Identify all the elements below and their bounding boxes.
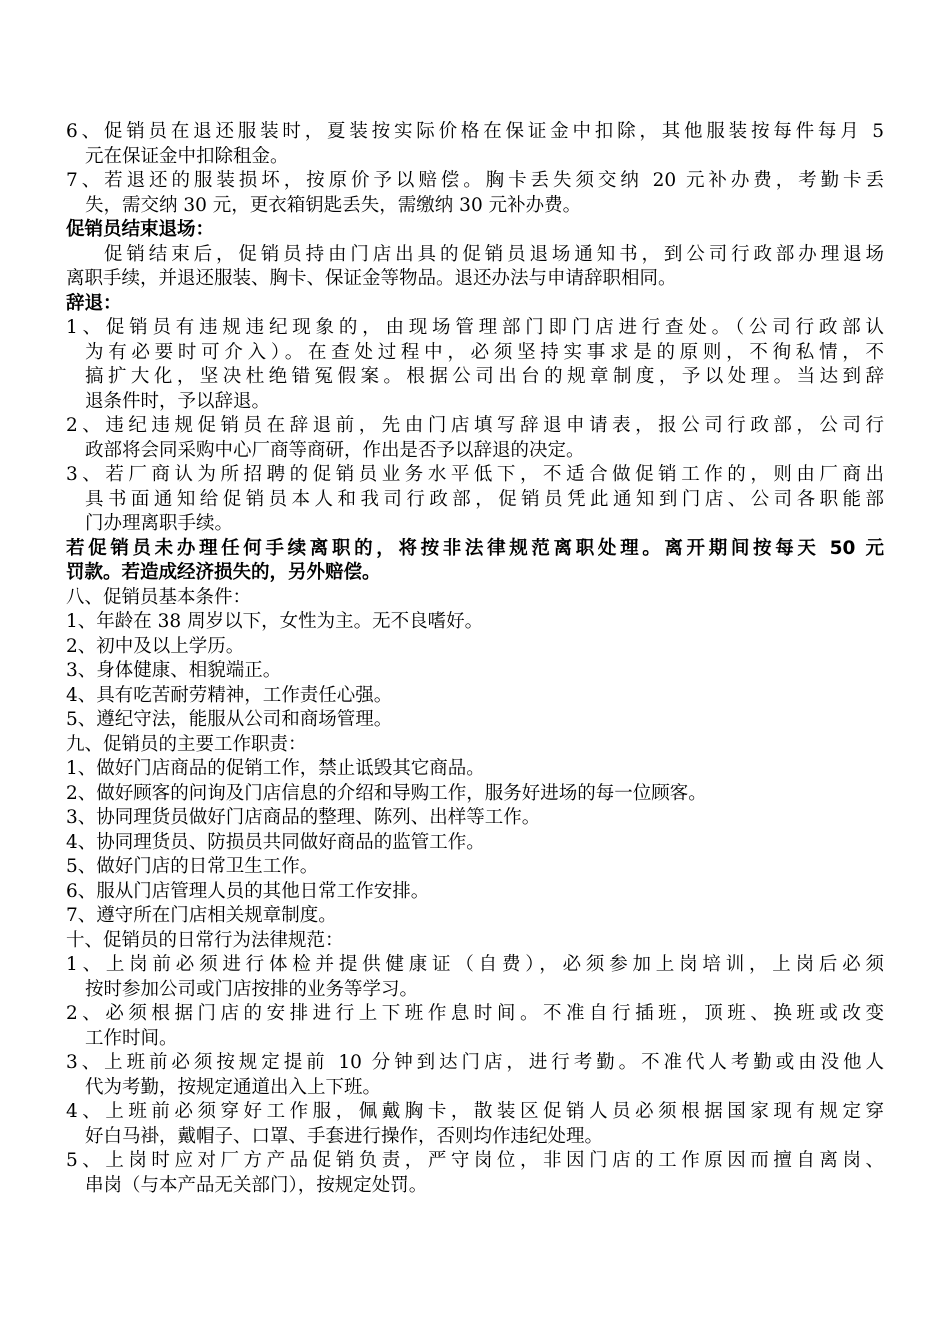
section-heading: 罚款。若造成经济损失的，另外赔偿。 [66, 562, 381, 583]
text-line: 促销结束后，促销员持由门店出具的促销员退场通知书，到公司行政部办理退场 [104, 243, 884, 265]
text-line: 好白马褂，戴帽子、口罩、手套进行操作，否则均作违纪处理。 [85, 1125, 604, 1147]
text-line: 6、促销员在退还服装时，夏装按实际价格在保证金中扣除，其他服装按每件每月 5 [66, 121, 884, 142]
text-line: 1、年龄在 38 周岁以下，女性为主。无不良嗜好。 [66, 611, 484, 632]
text-line: 5、遵纪守法，能服从公司和商场管理。 [66, 709, 393, 730]
text-line: 3、协同理货员做好门店商品的整理、陈列、出样等工作。 [66, 807, 541, 828]
text-line: 串岗（与本产品无关部门），按规定处罚。 [85, 1174, 428, 1196]
text-line: 搞扩大化，坚决杜绝错冤假案。根据公司出台的规章制度，予以处理。当达到辞 [85, 366, 884, 387]
text-line: 3、上班前必须按规定提前 10 分钟到达门店，进行考勤。不准代人考勤或由没他人 [66, 1052, 884, 1073]
text-line: 元在保证金中扣除租金。 [85, 145, 289, 167]
text-line: 为有必要时可介入）。在查处过程中，必须坚持实事求是的原则，不徇私情，不 [85, 341, 884, 363]
text-line: 十、促销员的日常行为法律规范： [66, 929, 344, 951]
text-line: 3、身体健康、相貌端正。 [66, 660, 282, 681]
section-heading: 促销员结束退场： [66, 219, 215, 240]
text-line: 离职手续，并退还服装、胸卡、保证金等物品。退还办法与申请辞职相同。 [66, 268, 677, 289]
text-line: 2、初中及以上学历。 [66, 635, 245, 657]
text-line: 6、服从门店管理人员的其他日常工作安排。 [66, 880, 430, 902]
text-line: 2、必须根据门店的安排进行上下班作息时间。不准自行插班，顶班、换班或改变 [66, 1003, 884, 1024]
section-heading: 若促销员未办理任何手续离职的，将按非法律规范离职处理。离开期间按每天 50 元 [66, 537, 884, 559]
text-line: 门办理离职手续。 [85, 513, 234, 534]
text-line: 政部将会同采购中心厂商等商研，作出是否予以辞退的决定。 [85, 439, 585, 461]
text-line: 按时参加公司或门店按排的业务等学习。 [85, 978, 419, 1000]
text-line: 八、促销员基本条件： [66, 586, 252, 608]
text-line: 九、促销员的主要工作职责： [66, 733, 307, 755]
text-line: 退条件时，予以辞退。 [85, 390, 271, 412]
text-line: 代为考勤，按规定通道出入上下班。 [85, 1076, 382, 1098]
text-line: 7、遵守所在门店相关规章制度。 [66, 905, 337, 926]
text-line: 5、做好门店的日常卫生工作。 [66, 856, 319, 877]
text-line: 2、做好顾客的问询及门店信息的介绍和导购工作，服务好进场的每一位顾客。 [66, 782, 707, 804]
text-line: 2、违纪违规促销员在辞退前，先由门店填写辞退申请表，报公司行政部，公司行 [66, 415, 884, 436]
text-line: 1、促销员有违规违纪现象的，由现场管理部门即门店进行查处。（公司行政部认 [66, 317, 884, 338]
text-line: 3、若厂商认为所招聘的促销员业务水平低下，不适合做促销工作的，则由厂商出 [66, 464, 884, 485]
text-line: 4、具有吃苦耐劳精神，工作责任心强。 [66, 684, 393, 706]
text-line: 7、若退还的服装损坏，按原价予以赔偿。胸卡丢失须交纳 20 元补办费，考勤卡丢 [66, 170, 884, 191]
document-body [66, 120, 884, 1198]
text-line: 工作时间。 [85, 1027, 178, 1049]
section-heading: 辞退： [66, 292, 122, 314]
text-line: 1、上岗前必须进行体检并提供健康证（自费），必须参加上岗培训，上岗后必须 [66, 954, 884, 975]
text-line: 4、上班前必须穿好工作服，佩戴胸卡，散装区促销人员必须根据国家现有规定穿 [66, 1101, 884, 1122]
text-line: 4、协同理货员、防损员共同做好商品的监管工作。 [66, 831, 485, 853]
text-line: 1、做好门店商品的促销工作，禁止诋毁其它商品。 [66, 758, 485, 779]
text-line: 5、上岗时应对厂方产品促销负责，严守岗位，非因门店的工作原因而擅自离岗、 [66, 1150, 884, 1171]
text-line: 具书面通知给促销员本人和我司行政部，促销员凭此通知到门店、公司各职能部 [85, 488, 884, 510]
text-line: 失，需交纳 30 元，更衣箱钥匙丢失，需缴纳 30 元补办费。 [85, 194, 582, 216]
